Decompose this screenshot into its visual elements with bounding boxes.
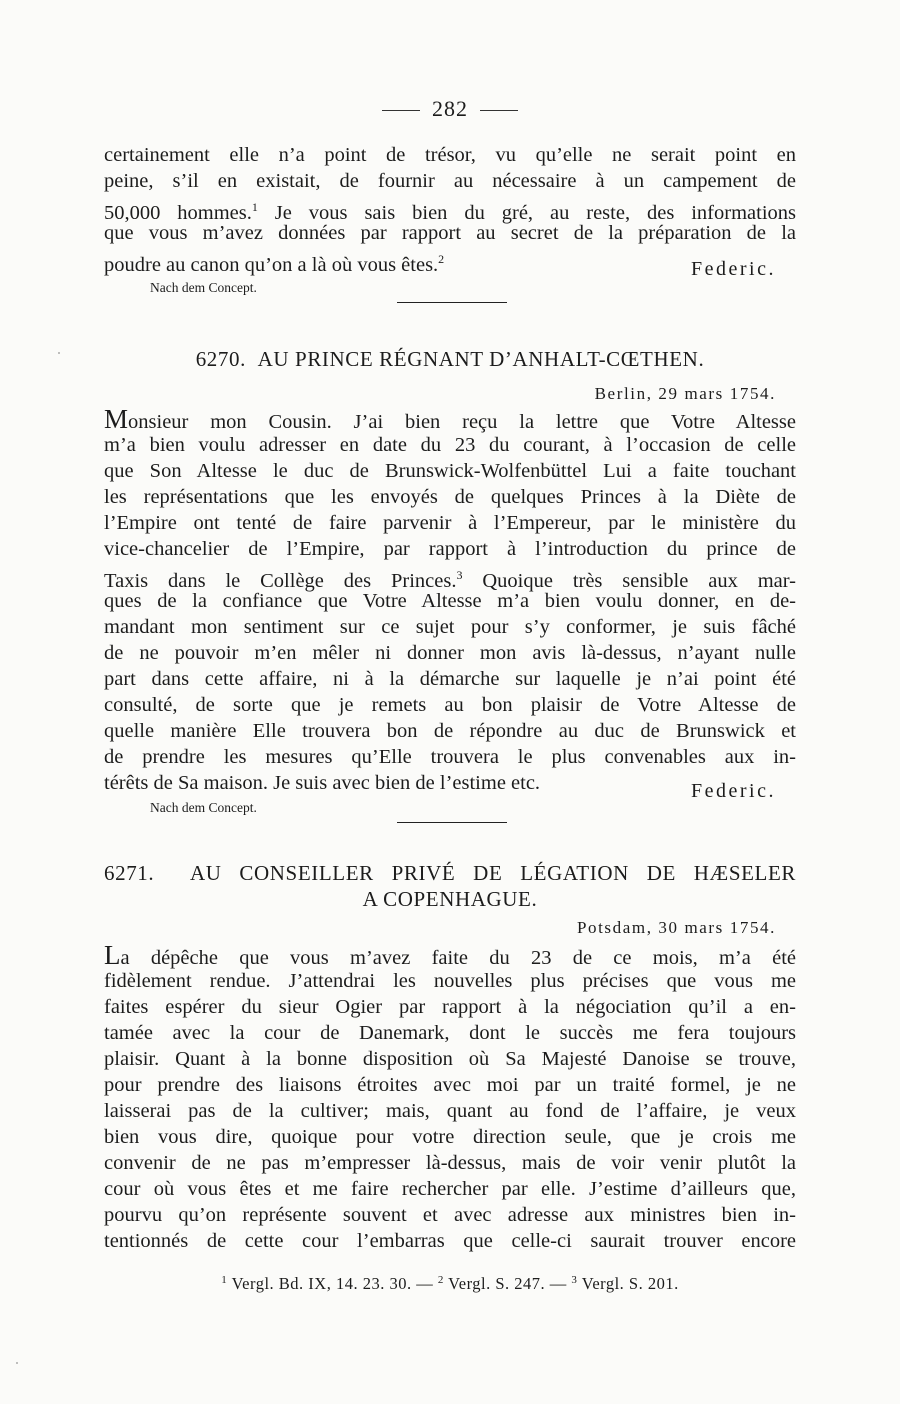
text-line: plaisir. Quant à la bonne disposition où Sa Majesté Danoise se trouve, (104, 1048, 796, 1070)
text-line: que Son Altesse le duc de Brunswick-Wolfenbüttel Lui a faite touchant (104, 460, 796, 482)
page-number (0, 96, 900, 122)
text-line: 50,000 hommes.$^1$ Je vous sais bien du gré, au reste, des informations (104, 200, 796, 224)
text-line: les représentations que les envoyés de quelques Princes à la Diète de (104, 486, 796, 508)
text-line: l’Empire ont tenté de faire parvenir à l’Empereur, par le ministère du (104, 512, 796, 534)
text-line: cour où vous êtes et me faire rechercher par elle. J’estime d’ailleurs que, (104, 1178, 796, 1200)
page-number-dash-right (480, 110, 518, 111)
text-line: térêts de Sa maison. Je suis avec bien de l’estime etc. (104, 772, 541, 794)
initial-letter: L (104, 940, 121, 970)
text-line: pourvu qu’on représente souvent et avec adresse aux ministres bien in- (104, 1204, 796, 1226)
letter-title: AU CONSEILLER PRIVÉ DE LÉGATION DE HÆSELER (190, 861, 797, 885)
source-note: Nach dem Concept. (150, 280, 257, 295)
paper-speck (16, 1362, 18, 1364)
footnote-text: Vergl. S. 201. (577, 1274, 679, 1293)
footnote-number: 2 (437, 1274, 444, 1286)
text-line: bien vous dire, quoique pour votre direction seule, que je crois me (104, 1126, 796, 1148)
text-line: tamée avec la cour de Danemark, dont le succès me fera toujours (104, 1022, 796, 1044)
letter-number: 6270. (195, 347, 246, 371)
page-number-text: 282 (432, 96, 468, 121)
text-line: m’a bien voulu adresser en date du 23 du courant, à l’occasion de celle (104, 434, 796, 456)
section-rule (397, 822, 507, 823)
text-line: quelle manière Elle trouvera bon de répondre au duc de Brunswick et (104, 720, 796, 742)
place-date: Berlin, 29 mars 1754. (594, 384, 776, 403)
page-number-dash-left (382, 110, 420, 111)
footnote-ref: 3 (456, 568, 463, 582)
text-line: Monsieur mon Cousin. J’ai bien reçu la lettre que Votre Altesse (104, 404, 796, 434)
footnote-ref: 2 (438, 252, 445, 266)
footnote-text: Vergl. Bd. IX, 14. 23. 30. — (227, 1274, 434, 1293)
text-line: ques de la confiance que Votre Altesse m’a bien voulu donner, en de- (104, 590, 796, 612)
text-line: consulté, de sorte que je remets au bon plaisir de Votre Altesse de (104, 694, 796, 716)
text-line: La dépêche que vous m’avez faite du 23 de ce mois, m’a été (104, 940, 796, 970)
footnote-text: Vergl. S. 247. — (443, 1274, 567, 1293)
letter-heading (104, 860, 796, 886)
paper-speck (58, 352, 60, 354)
letter-title-line2: A COPENHAGUE. (362, 887, 538, 911)
signature: Federic. (691, 258, 776, 280)
footnote-number: 3 (571, 1274, 578, 1286)
text-line: faites espérer du sieur Ogier par rapport à la négociation qu’il a en- (104, 996, 796, 1018)
text-line: convenir de ne pas m’empresser là-dessus, mais de voir venir plutôt la (104, 1152, 796, 1174)
text-line: tentionnés de cette cour l’embarras que celle-ci saurait trouver encore (104, 1230, 796, 1252)
text-line: poudre au canon qu’on a là où vous êtes.$^2$ (104, 252, 445, 276)
footnote-number: 1 (221, 1274, 228, 1286)
letter-number: 6271. (104, 861, 155, 885)
section-rule (397, 302, 507, 303)
footnote-ref: 1 (251, 200, 258, 214)
text-line: pour prendre des liaisons étroites avec moi par un traité formel, je ne (104, 1074, 796, 1096)
letter-title: AU PRINCE RÉGNANT D’ANHALT-CŒTHEN. (257, 347, 705, 371)
text-line: vice-chancelier de l’Empire, par rapport à l’introduction du prince de (104, 538, 796, 560)
letter-heading (104, 346, 796, 372)
text-line: part dans cette affaire, ni à la démarche sur laquelle je n’ai point été (104, 668, 796, 690)
place-date: Potsdam, 30 mars 1754. (576, 918, 776, 937)
source-note: Nach dem Concept. (150, 800, 257, 815)
text-line: fidèlement rendue. J’attendrai les nouvelles plus précises que vous me (104, 970, 796, 992)
initial-letter: M (104, 404, 129, 434)
text-line: peine, s’il en existait, de fournir au nécessaire à un campement de (104, 170, 796, 192)
text-line: laisserai pas de la cultiver; mais, quant au fond de l’affaire, je veux (104, 1100, 796, 1122)
text-line: de ne pouvoir m’en mêler ni donner mon avis là-dessus, n’ayant nulle (104, 642, 796, 664)
text-line: de prendre les mesures qu’Elle trouvera le plus convenables aux in- (104, 746, 796, 768)
text-line: mandant mon sentiment sur ce sujet pour s’y conformer, je suis fâché (104, 616, 796, 638)
signature: Federic. (691, 780, 776, 802)
text-line: certainement elle n’a point de trésor, vu qu’elle ne serait point en (104, 144, 796, 166)
text-line: que vous m’avez données par rapport au secret de la préparation de la (104, 222, 796, 244)
footnotes (0, 1274, 900, 1294)
text-line: Taxis dans le Collège des Princes.$^3$ Quoique très sensible aux mar- (104, 568, 796, 592)
